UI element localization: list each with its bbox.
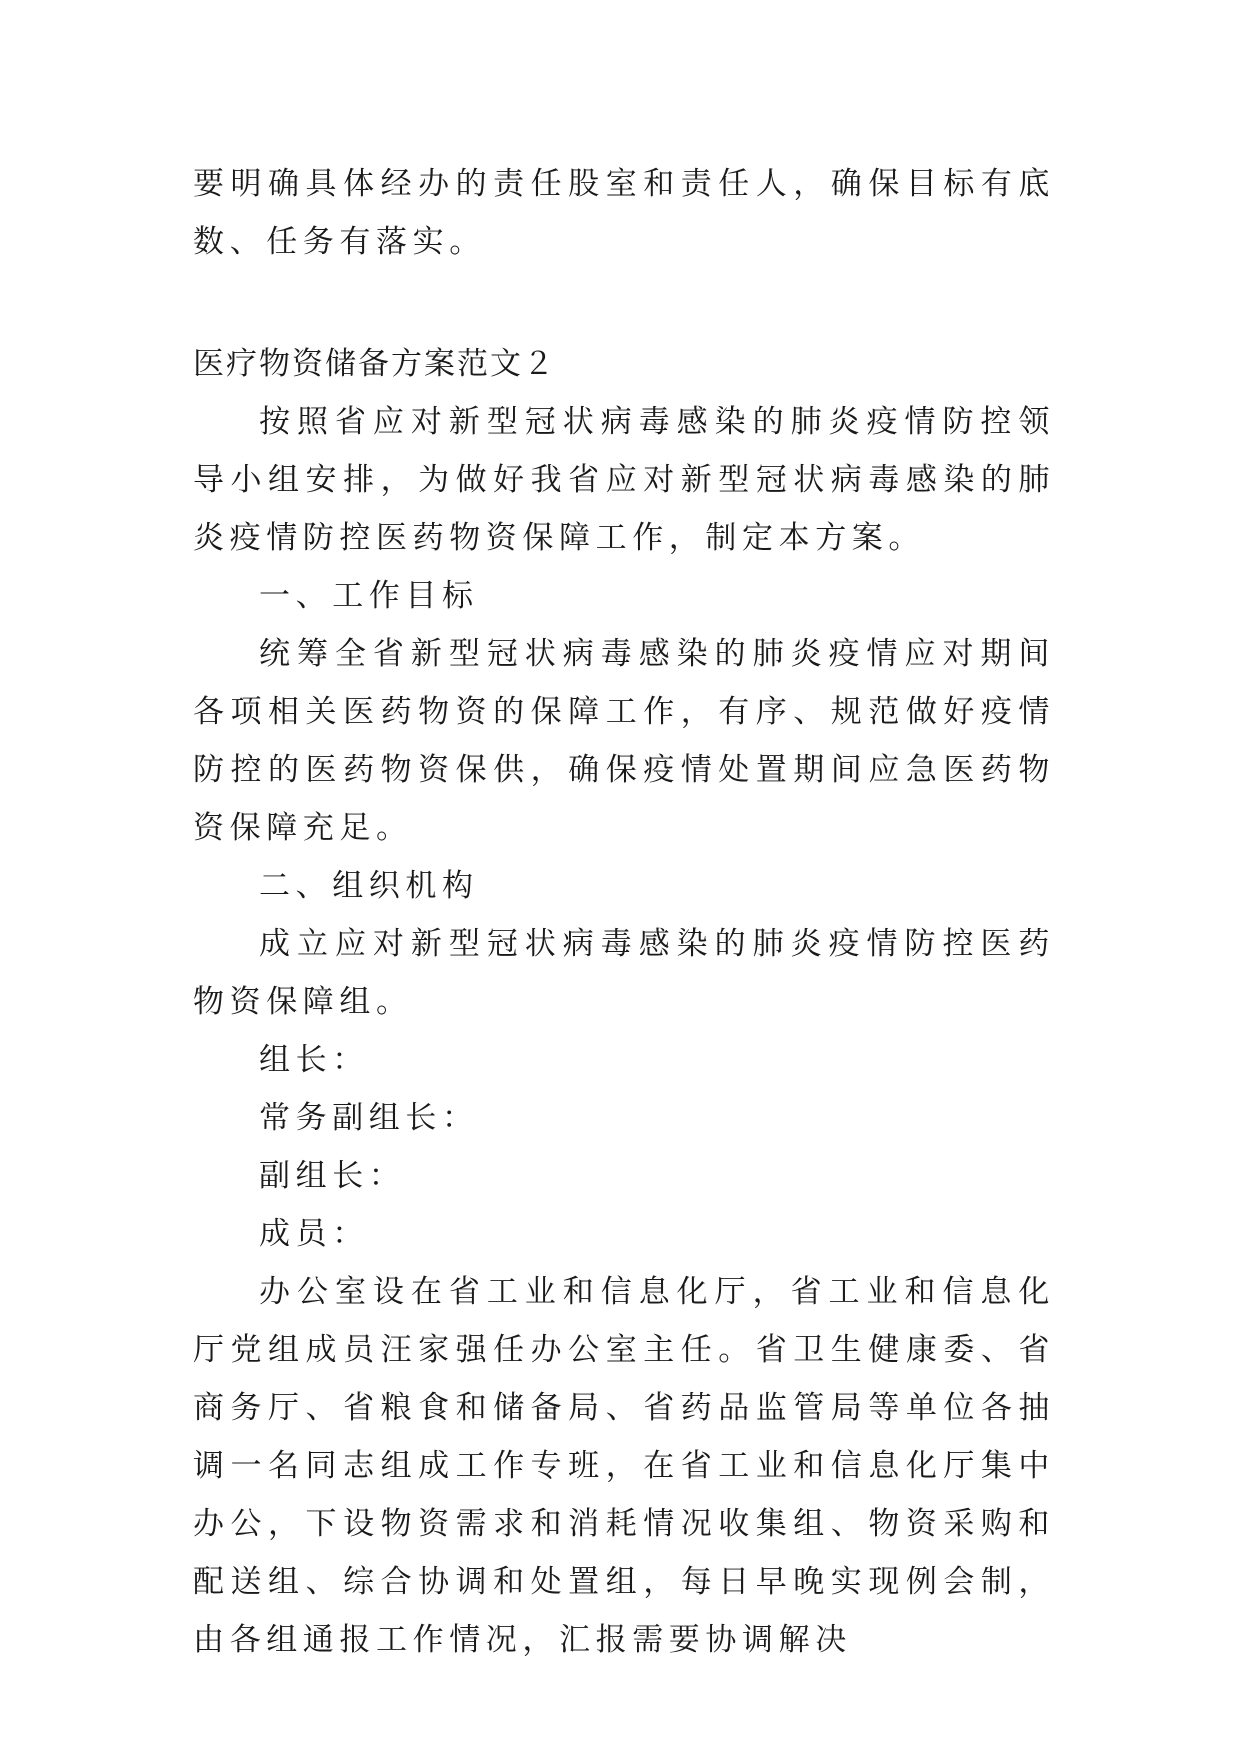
- field-members: 成员：: [259, 1216, 369, 1252]
- field-deputy-leader: 副组长：: [259, 1158, 406, 1194]
- continuation-block: [193, 155, 1055, 271]
- field-executive-deputy-leader: 常务副组长：: [259, 1100, 479, 1136]
- section-title: 医疗物资储备方案范文２: [193, 346, 556, 382]
- body-block: [193, 393, 1055, 1669]
- paragraph-intro: 按照省应对新型冠状病毒感染的肺炎疫情防控领导小组安排，为做好我省应对新型冠状病毒感染的肺炎疫情防控医药物资保障工作，制定本方案。: [193, 404, 1055, 556]
- heading-organization: 二、组织机构: [259, 868, 479, 904]
- paragraph-work-goal: 统筹全省新型冠状病毒感染的肺炎疫情应对期间各项相关医药物资的保障工作，有序、规范做好疫情防控的医药物资保供，确保疫情处置期间应急医药物资保障充足。: [193, 636, 1055, 846]
- paragraph-office: 办公室设在省工业和信息化厅，省工业和信息化厅党组成员汪家强任办公室主任。省卫生健康委、省商务厅、省粮食和储备局、省药品监管局等单位各抽调一名同志组成工作专班，在省工业和信息化厅集中办公，下设物资需求和消耗情况收集组、物资采购和配送组、综合协调和处置组，每日早晚实现例会制，由各组通报工作情况，汇报需要协调解决: [193, 1274, 1055, 1658]
- continuation-paragraph: 要明确具体经办的责任股室和责任人，确保目标有底数、任务有落实。: [193, 166, 1055, 260]
- heading-work-goal: 一、工作目标: [259, 578, 479, 614]
- field-group-leader: 组长：: [259, 1042, 369, 1078]
- paragraph-organization: 成立应对新型冠状病毒感染的肺炎疫情防控医药物资保障组。: [193, 926, 1055, 1020]
